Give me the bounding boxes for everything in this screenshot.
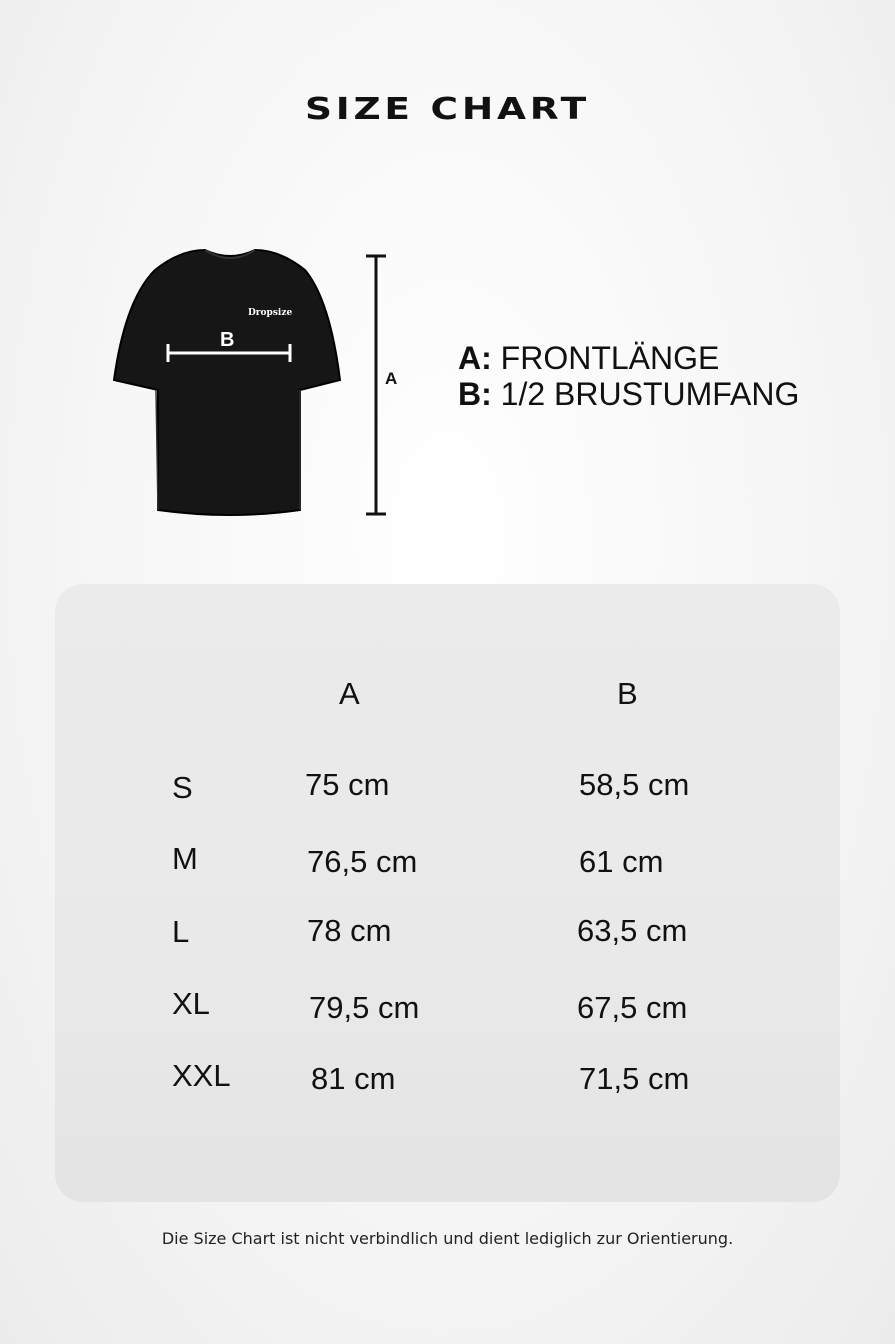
legend-item-b [458, 376, 799, 412]
table-cell-a: 79,5 cm [309, 990, 420, 1025]
table-cell-a: 81 cm [311, 1061, 396, 1096]
tshirt-icon [114, 250, 340, 515]
brand-logo: Dropsize [248, 308, 293, 318]
legend-text: 1/2 BRUSTUMFANG [500, 376, 800, 412]
column-header-a: A [339, 676, 360, 711]
table-cell-b: 71,5 cm [579, 1061, 690, 1096]
legend-key: B: [458, 376, 492, 412]
size-label: M [172, 841, 198, 876]
legend-text: FRONTLÄNGE [500, 340, 720, 376]
measure-a-label: A [385, 369, 398, 388]
size-label: XL [172, 986, 210, 1021]
legend-item-a [458, 340, 799, 376]
table-cell-b: 63,5 cm [577, 913, 688, 948]
size-label: L [172, 914, 190, 949]
legend-key: A: [458, 340, 492, 376]
table-cell-b: 58,5 cm [579, 767, 690, 802]
size-table [55, 584, 840, 1202]
measure-b-label: B [220, 329, 235, 351]
column-header-b: B [617, 676, 638, 711]
table-cell-b: 61 cm [579, 844, 664, 879]
size-label: XXL [172, 1058, 231, 1093]
page-title: SIZE CHART [304, 92, 591, 127]
measurement-legend [458, 340, 799, 412]
disclaimer-note: Die Size Chart ist nicht verbindlich und dient lediglich zur Orientierung. [161, 1229, 734, 1248]
table-cell-a: 76,5 cm [307, 844, 418, 879]
table-cell-a: 75 cm [305, 767, 390, 802]
table-cell-b: 67,5 cm [577, 990, 688, 1025]
table-cell-a: 78 cm [307, 913, 392, 948]
tshirt-illustration [100, 240, 420, 530]
size-label: S [172, 770, 193, 805]
